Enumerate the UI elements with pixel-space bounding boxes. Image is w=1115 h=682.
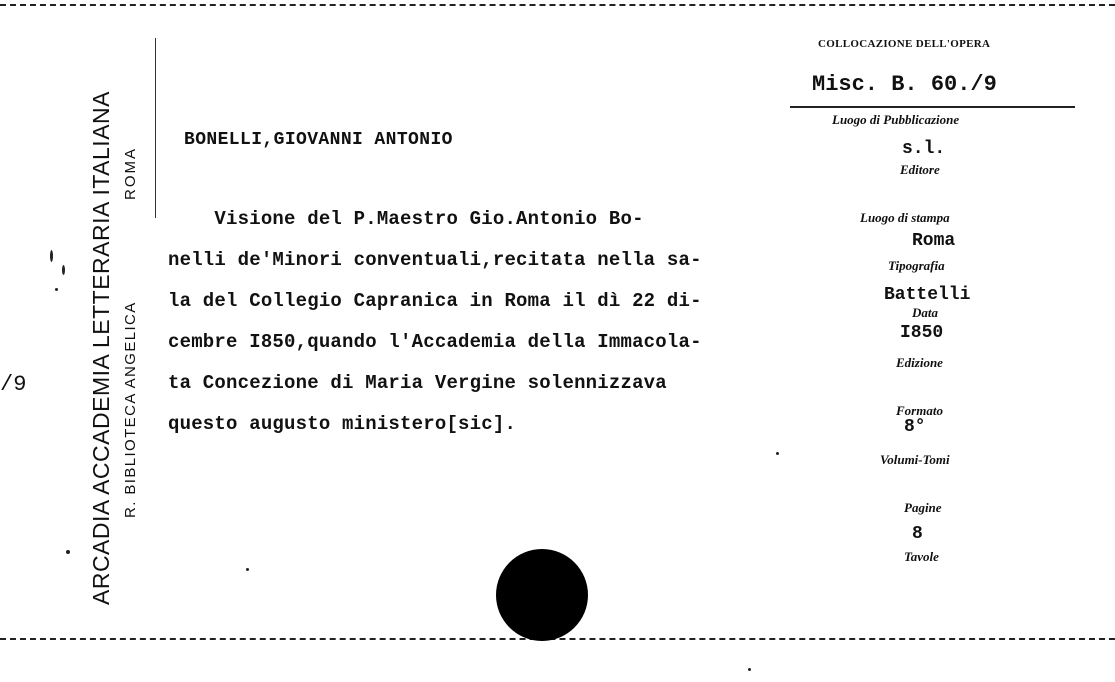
punch-hole [496, 549, 588, 641]
scan-speck [62, 265, 65, 275]
print-place-value: Roma [912, 231, 956, 251]
publisher-label: Editore [900, 162, 940, 177]
scan-speck [55, 288, 58, 291]
author-heading: BONELLI,GIOVANNI ANTONIO [184, 130, 453, 150]
volumes-label: Volumi-Tomi [880, 452, 950, 467]
description-line: questo augusto ministero[sic]. [168, 413, 517, 435]
print-place-label: Luogo di stampa [860, 210, 950, 225]
top-edge-rule [0, 4, 1115, 6]
pages-label: Pagine [904, 500, 942, 515]
date-label: Data [912, 305, 938, 320]
format-value: 8° [904, 417, 926, 437]
edge-fragment: /9 [0, 372, 27, 397]
place-of-publication-value: s.l. [902, 139, 946, 159]
library-city: ROMA [122, 147, 139, 200]
description-line: Visione del P.Maestro Gio.Antonio Bo- [168, 208, 644, 230]
shelfmark: Misc. B. 60./9 [812, 72, 997, 97]
shelfmark-underline [790, 106, 1075, 108]
description-line: cembre I850,quando l'Accademia della Immacola- [168, 331, 702, 353]
scan-speck [748, 668, 751, 671]
scan-speck [66, 550, 70, 554]
scan-speck [246, 568, 249, 571]
printer-value: Battelli [884, 285, 971, 305]
plates-label: Tavole [904, 549, 939, 564]
scan-speck [776, 452, 779, 455]
library-name: R. BIBLIOTECA ANGELICA [122, 301, 139, 518]
sidebar-separator [155, 38, 156, 218]
format-label: Formato [896, 403, 943, 418]
printer-label: Tipografia [888, 258, 945, 273]
collocation-heading: COLLOCAZIONE DELL'OPERA [818, 38, 991, 50]
edition-label: Edizione [896, 355, 943, 370]
description-block [168, 199, 702, 445]
description-line: ta Concezione di Maria Vergine solennizzava [168, 372, 667, 394]
academy-name: ARCADIA ACCADEMIA LETTERARIA ITALIANA [88, 91, 114, 605]
place-of-publication-label: Luogo di Pubblicazione [832, 112, 960, 127]
description-line: nelli de'Minori conventuali,recitata nella sa- [168, 249, 702, 271]
pages-value: 8 [912, 524, 923, 544]
description-line: la del Collegio Capranica in Roma il dì 22 di- [168, 290, 702, 312]
scan-speck [50, 250, 53, 262]
date-value: I850 [900, 323, 944, 343]
